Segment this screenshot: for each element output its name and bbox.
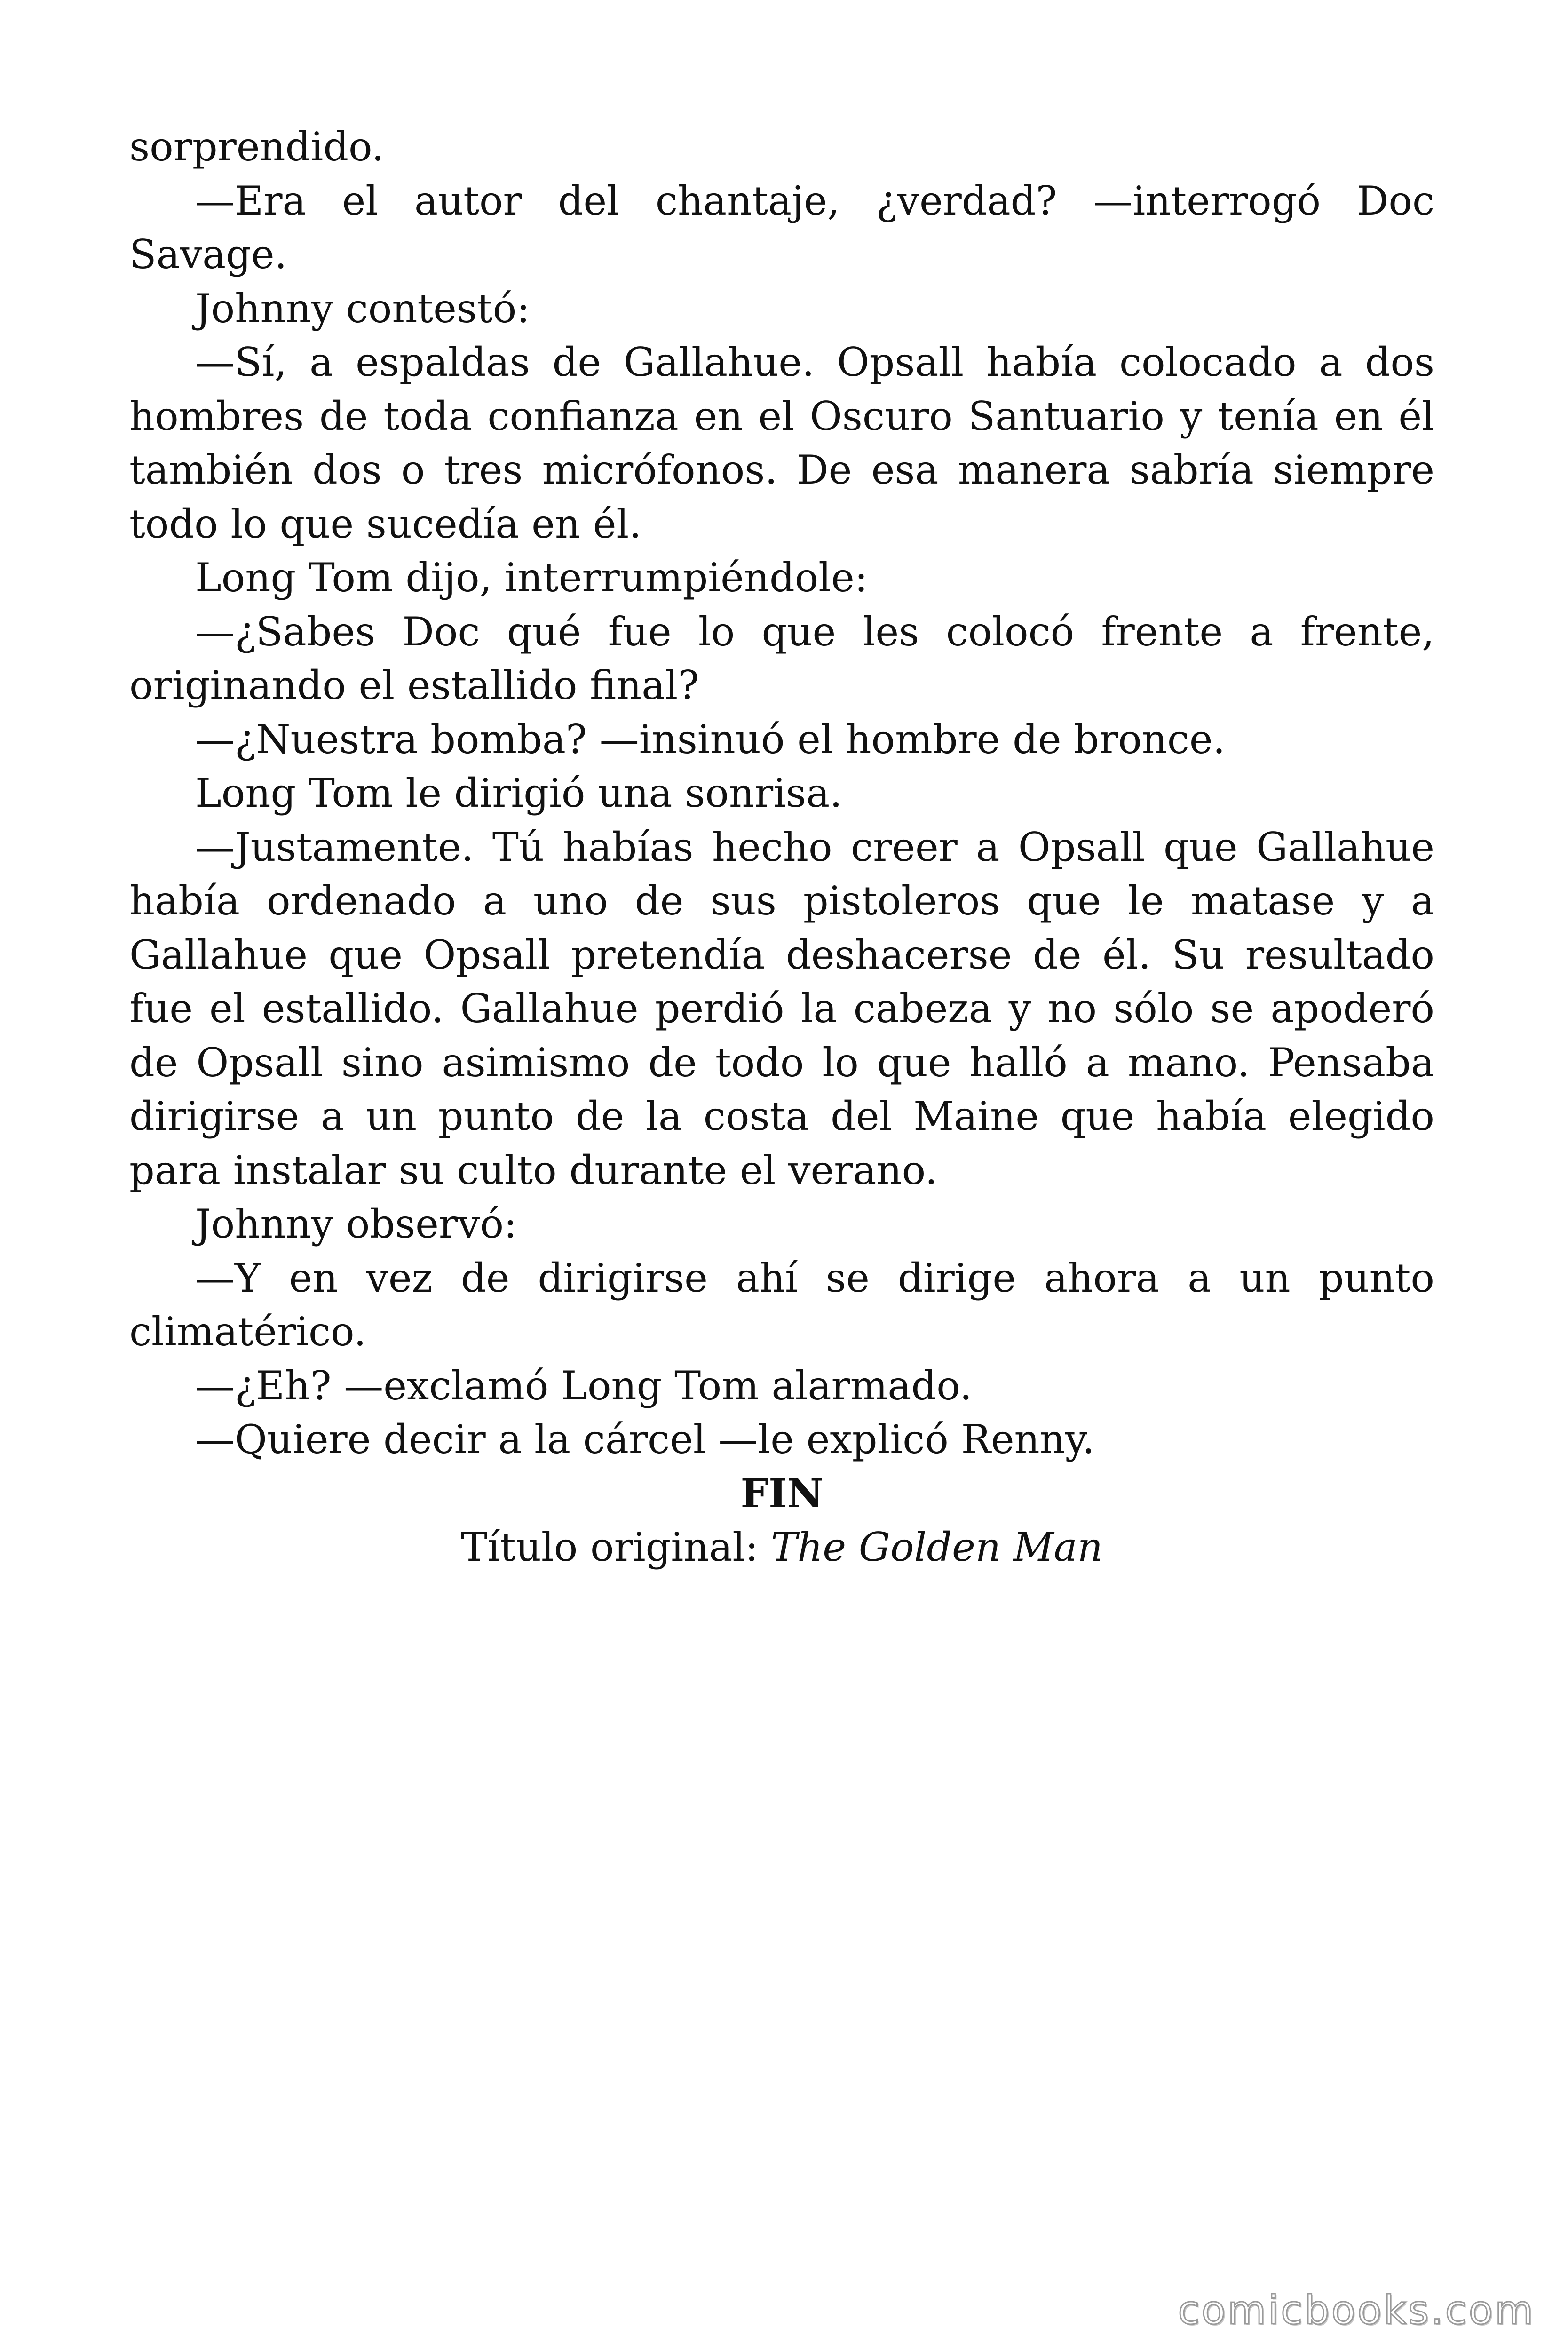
fin-heading: FIN: [740, 1470, 824, 1517]
paragraph: —Era el autor del chantaje, ¿verdad? —interrogó Doc Savage.: [129, 177, 1434, 278]
paragraph: Long Tom dijo, interrumpiéndole:: [195, 555, 868, 601]
paragraph: Johnny observó:: [195, 1201, 517, 1247]
body-text: [129, 120, 1434, 1574]
original-title-line: [129, 1520, 1434, 1574]
paragraph: —¿Sabes Doc qué fue lo que les colocó frente a frente, originando el estallido final?: [129, 608, 1434, 708]
original-title-label: Título original:: [461, 1524, 771, 1570]
paragraph: sorprendido.: [129, 124, 384, 170]
paragraph: —Sí, a espaldas de Gallahue. Opsall había colocado a dos hombres de toda confianza en el Oscuro Santuario y tenía en él también dos o tres micrófonos. De esa manera sabría siempre todo lo que sucedía en él.: [129, 339, 1434, 547]
paragraph: Johnny contestó:: [195, 285, 530, 332]
paragraph: —Quiere decir a la cárcel —le explicó Renny.: [195, 1416, 1095, 1462]
paragraph: Long Tom le dirigió una sonrisa.: [195, 770, 842, 816]
paragraph: —Y en vez de dirigirse ahí se dirige ahora a un punto climatérico.: [129, 1255, 1434, 1355]
paragraph: —¿Nuestra bomba? —insinuó el hombre de bronce.: [195, 716, 1226, 763]
paragraph: —Justamente. Tú habías hecho creer a Opsall que Gallahue había ordenado a uno de sus pistoleros que le matase y a Gallahue que Opsall pretendía deshacerse de él. Su resultado fue el estallido. Gallahue perdió la cabeza y no sólo se apoderó de Opsall sino asimismo de todo lo que halló a mano. Pensaba dirigirse a un punto de la costa del Maine que había elegido para instalar su culto durante el verano.: [129, 824, 1434, 1193]
watermark: comicbooks.com: [1178, 2287, 1535, 2333]
original-title-name: The Golden Man: [771, 1524, 1103, 1570]
paragraph: —¿Eh? —exclamó Long Tom alarmado.: [195, 1362, 973, 1409]
